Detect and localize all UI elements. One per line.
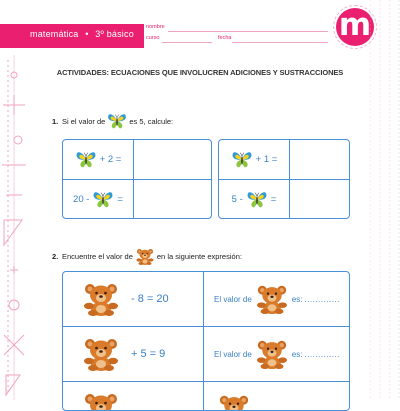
equation-text: - 8 = 20 — [131, 293, 169, 305]
table-row — [63, 327, 349, 381]
header-subject — [30, 29, 134, 39]
equation-text: 20 - — [73, 194, 90, 205]
answer-label: El valor de — [214, 349, 252, 359]
answer-cell[interactable] — [290, 140, 350, 179]
teddy-bear-icon — [216, 394, 252, 411]
butterfly-icon — [107, 113, 127, 129]
grade-label: 3º básico — [95, 29, 134, 39]
question-1-prefix: Si el valor de — [62, 116, 106, 126]
left-decoration — [0, 55, 30, 400]
answer-cell[interactable] — [204, 382, 349, 411]
question-2 — [52, 248, 242, 265]
question-1-suffix: es 5, calcule: — [129, 116, 174, 126]
answer-blank[interactable]: ............. — [304, 294, 340, 304]
equation-equals: = — [270, 194, 277, 205]
answer-label: El valor de — [214, 294, 252, 304]
name-line — [168, 31, 328, 32]
equation-table-1 — [62, 139, 212, 219]
table-row — [63, 272, 349, 326]
teddy-bear-icon — [254, 339, 290, 369]
question-1-number: 1. — [52, 116, 59, 126]
table-row — [63, 382, 349, 411]
answer-cell[interactable] — [134, 140, 212, 179]
subject-label: matemática — [30, 29, 79, 39]
butterfly-icon — [246, 191, 268, 208]
butterfly-icon — [92, 191, 114, 208]
teddy-equation-table — [62, 271, 350, 411]
equation-cell — [63, 272, 203, 326]
answer-cell[interactable] — [290, 180, 350, 219]
question-1 — [52, 113, 173, 129]
name-field[interactable] — [146, 24, 331, 34]
answer-cell[interactable] — [204, 272, 349, 326]
equation-equals: = — [117, 194, 123, 205]
header-bullet: • — [85, 29, 89, 39]
teddy-bear-icon — [81, 282, 121, 316]
equation-cell — [63, 382, 203, 411]
equation-cell — [219, 140, 289, 179]
butterfly-icon — [231, 151, 253, 168]
answer-cell[interactable] — [204, 327, 349, 381]
answer-blank[interactable]: ............. — [304, 349, 340, 359]
course-line[interactable] — [162, 42, 212, 43]
answer-after: es: — [291, 294, 303, 304]
equation-cell — [63, 140, 133, 179]
equation-cell — [63, 327, 203, 381]
question-2-suffix: en la siguiente expresión: — [156, 252, 242, 261]
page-header — [0, 0, 400, 55]
name-field-label: nombre — [146, 24, 165, 30]
teddy-bear-icon — [135, 248, 155, 265]
date-field-label: fecha — [218, 35, 232, 41]
equation-text: + 1 = — [255, 154, 278, 165]
teddy-bear-icon — [254, 284, 290, 314]
teddy-bear-icon — [81, 337, 121, 371]
course-date-fields — [146, 35, 331, 45]
answer-cell[interactable] — [134, 180, 212, 219]
course-field-label: curso — [146, 35, 160, 41]
equation-cell — [63, 180, 133, 219]
student-fields — [146, 18, 331, 50]
right-grid-decoration — [370, 0, 400, 400]
question-2-prefix: Encuentre el valor de — [62, 252, 133, 261]
equation-cell — [219, 180, 289, 219]
equation-table-2 — [218, 139, 350, 219]
equation-text: + 2 = — [99, 154, 122, 165]
answer-after: es: — [291, 349, 303, 359]
logo — [336, 8, 374, 46]
equation-text: 5 - — [231, 194, 243, 205]
activity-title: ACTIVIDADES: ECUACIONES QUE INVOLUCREN ADICIONES Y SUSTRACCIONES — [56, 68, 344, 77]
butterfly-icon — [75, 151, 97, 168]
question-2-number: 2. — [52, 252, 59, 261]
date-line[interactable] — [232, 42, 328, 43]
equation-text: + 5 = 9 — [131, 348, 166, 360]
logo-letter: m — [338, 6, 372, 43]
teddy-bear-icon — [81, 392, 121, 411]
